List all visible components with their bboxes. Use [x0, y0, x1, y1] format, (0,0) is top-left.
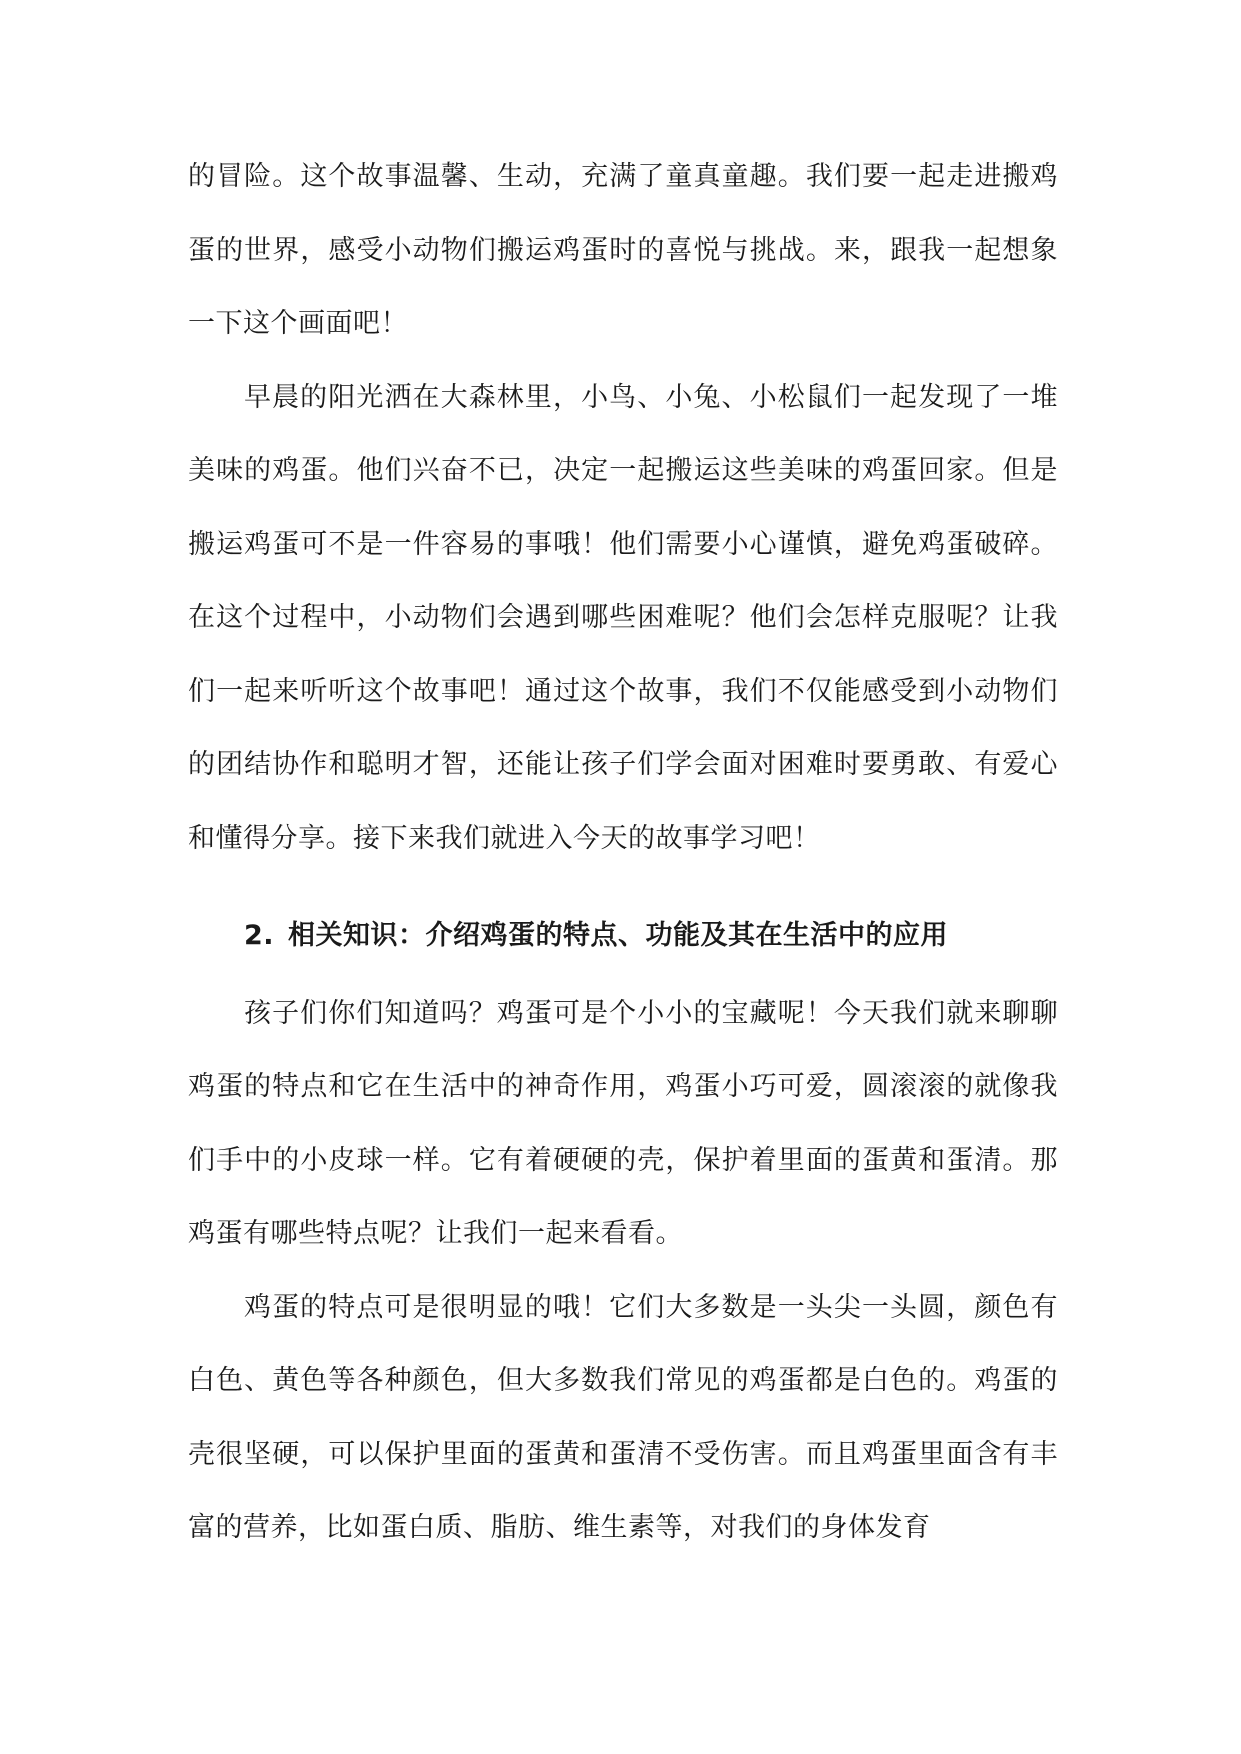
- paragraph-egg-features: 鸡蛋的特点可是很明显的哦！它们大多数是一头尖一头圆，颜色有白色、黄色等各种颜色，但大多数我们常见的鸡蛋都是白色的。鸡蛋的壳很坚硬，可以保护里面的蛋黄和蛋清不受伤害。而且鸡蛋里面含有丰富的营养，比如蛋白质、脂肪、维生素等，对我们的身体发育: [188, 1291, 1058, 1543]
- section-title: 相关知识：介绍鸡蛋的特点、功能及其在生活中的应用: [288, 920, 949, 951]
- section-number: 2.: [244, 920, 275, 951]
- document-body: [188, 140, 1058, 1565]
- paragraph-story-intro: 早晨的阳光洒在大森林里，小鸟、小兔、小松鼠们一起发现了一堆美味的鸡蛋。他们兴奋不已，决定一起搬运这些美味的鸡蛋回家。但是搬运鸡蛋可不是一件容易的事哦！他们需要小心谨慎，避免鸡蛋破碎。在这个过程中，小动物们会遇到哪些困难呢？他们会怎样克服呢？让我们一起来听听这个故事吧！通过这个故事，我们不仅能感受到小动物们的团结协作和聪明才智，还能让孩子们学会面对困难时要勇敢、有爱心和懂得分享。接下来我们就进入今天的故事学习吧！: [188, 381, 1058, 854]
- paragraph-egg-treasure: 孩子们你们知道吗？鸡蛋可是个小小的宝藏呢！今天我们就来聊聊鸡蛋的特点和它在生活中的神奇作用，鸡蛋小巧可爱，圆滚滚的就像我们手中的小皮球一样。它有着硬硬的壳，保护着里面的蛋黄和蛋清。那鸡蛋有哪些特点呢？让我们一起来看看。: [188, 997, 1058, 1249]
- paragraph-intro-continuation: 的冒险。这个故事温馨、生动，充满了童真童趣。我们要一起走进搬鸡蛋的世界，感受小动物们搬运鸡蛋时的喜悦与挑战。来，跟我一起想象一下这个画面吧！: [188, 161, 1058, 339]
- section-heading: [188, 899, 1058, 973]
